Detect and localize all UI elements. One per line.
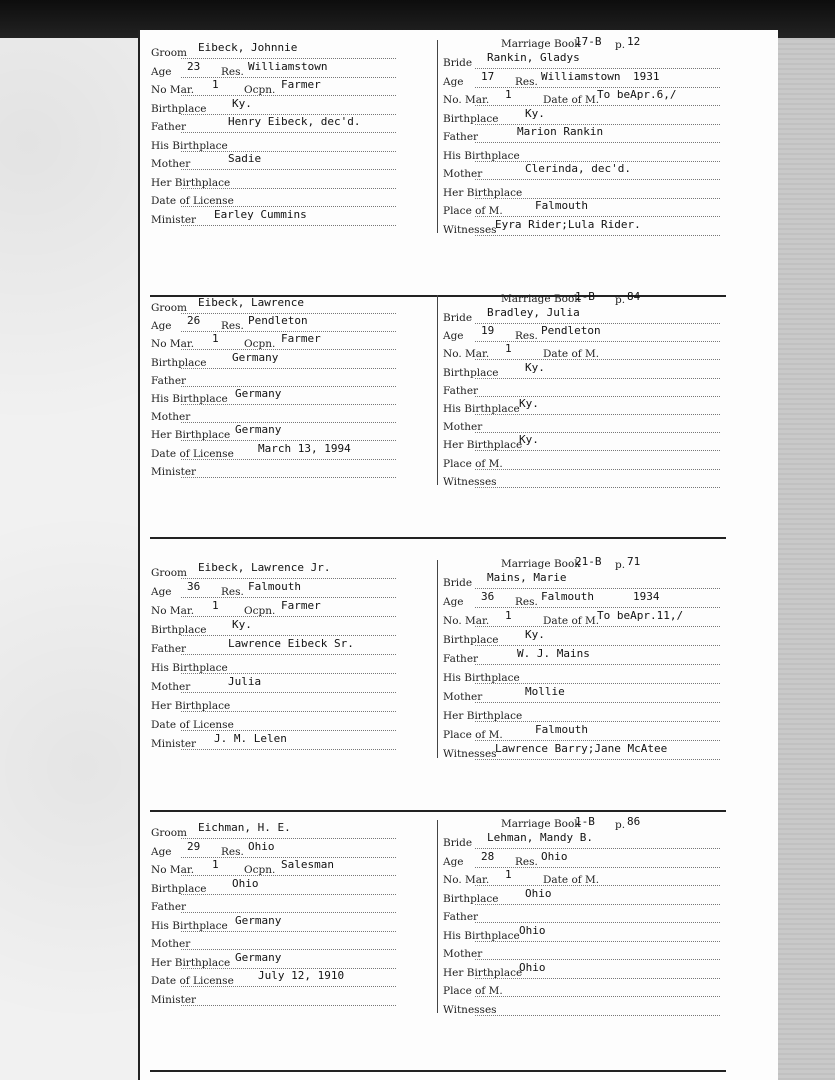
record-3-bride-no-mar-label: No. Mar. (443, 615, 490, 627)
record-2-bride-his-birthplace-label: His Birthplace (443, 403, 520, 415)
record-2-groom-name-label: Groom (151, 302, 188, 314)
record-2-groom-birthplace-value: Germany (232, 350, 279, 364)
record-4-groom-birthplace-label: Birthplace (151, 882, 207, 895)
record-3-bride-res-label: Res. (515, 596, 538, 608)
record-2-bride-birthplace-label: Birthplace (443, 366, 499, 379)
record-2-bride-father-rule (475, 396, 720, 397)
record-1-groom-minister-rule (181, 225, 396, 226)
record-2-groom-res-label: Res. (221, 320, 244, 333)
record-2-groom-minister-rule (181, 477, 396, 478)
record-3-groom-birthplace-label: Birthplace (151, 624, 207, 636)
record-3-groom-name-rule (181, 578, 396, 579)
record-2-bride-no-mar-value: 1 (505, 342, 512, 356)
record-3-bride-witnesses-label: Witnesses (443, 748, 497, 760)
record-3-bride-date-of-m-label: Date of M. (543, 615, 600, 627)
record-3-bride-father-value: W. J. Mains (517, 647, 590, 660)
record-1-groom-date-of-license-label: Date of License (151, 195, 234, 207)
record-1-marriage-book-label: Marriage Book (501, 38, 581, 50)
record-2-book-value: 1-B (575, 290, 595, 303)
record-2-bride-witnesses-label: Witnesses (443, 475, 497, 488)
record-4-bride-witnesses-rule (475, 1015, 720, 1016)
record-3-bride-mother-label: Mother (443, 691, 483, 703)
record-4-bride-res-label: Res. (515, 855, 538, 868)
record-3-bride-mother-rule (475, 702, 720, 703)
record-4-groom-date-of-license-value: July 12, 1910 (258, 969, 345, 982)
record-4-groom-father-label: Father (151, 901, 187, 913)
record-4-groom-age-value: 29 (187, 839, 201, 853)
record-4-groom-mother-rule (181, 949, 396, 950)
record-3-bride-birthplace-rule (475, 645, 720, 646)
record-3-bride-his-birthplace-label: His Birthplace (443, 672, 520, 684)
record-2-groom-birthplace-label: Birthplace (151, 356, 207, 369)
record-1-groom-age-label: Age (151, 65, 172, 78)
record-2-bride-place-of-m-rule (475, 469, 720, 470)
record-3-groom-no-mar-label: No Mar. (151, 605, 195, 617)
record-4-bride-birthplace-value: Ohio (525, 886, 552, 900)
record-4-groom-minister-rule (181, 1005, 396, 1006)
record-1-bride-her-birthplace-label: Her Birthplace (443, 186, 523, 199)
record-3-groom-name-label: Groom (151, 567, 188, 579)
record-2-bride-place-of-m-label: Place of M. (443, 457, 503, 470)
record-4-bride-his-birthplace-rule (475, 941, 720, 942)
record-3-bride-name-rule (475, 588, 720, 589)
record-4-bride-name-value: Lehman, Mandy B. (487, 831, 593, 844)
record-1-bride-witnesses-value: Eyra Rider;Lula Rider. (495, 217, 641, 231)
record-3-bride-birthplace-label: Birthplace (443, 634, 499, 646)
record-1-groom-mother-rule (181, 169, 396, 170)
record-4-bride-mother-label: Mother (443, 948, 483, 960)
record-4-bride-father-rule (475, 922, 720, 923)
record-1-bride-year-value: 1931 (633, 69, 660, 83)
scan-right-margin (773, 38, 835, 1080)
record-4-groom-name-label: Groom (151, 827, 188, 839)
record-4-bride-mother-rule (475, 959, 720, 960)
record-4-bride-her-birthplace-rule (475, 978, 720, 979)
scan-left-margin (0, 38, 140, 1080)
record-1-groom-name-value: Eibeck, Johnnie (198, 41, 298, 54)
record-3-groom-mother-value: Julia (228, 675, 262, 688)
page-bottom-divider (150, 1070, 726, 1072)
record-3-groom-her-birthplace-label: Her Birthplace (151, 700, 231, 712)
record-3-bride-res-value: Falmouth (541, 590, 594, 603)
record-3-bride-witnesses-rule (475, 759, 720, 760)
record-1-bride-his-birthplace-label: His Birthplace (443, 149, 520, 162)
record-1-groom-ocpn-value: Farmer (281, 78, 321, 91)
record-1-groom-mother-value: Sadie (228, 152, 262, 165)
record-3-bride-place-of-m-value: Falmouth (535, 723, 588, 736)
record-1-bride-father-rule (475, 142, 720, 143)
record-2-bride-mother-label: Mother (443, 421, 483, 434)
record-2-groom-date-of-license-label: Date of License (151, 447, 234, 460)
record-3-page-value: 71 (627, 555, 641, 568)
record-2-bride-age-rule (475, 341, 720, 342)
record-2-bride-name-label: Bride (443, 312, 473, 324)
record-4-groom-ocpn-field (244, 863, 284, 877)
record-1-bride-father-label: Father (443, 131, 479, 143)
record-1-bride-age-value: 17 (481, 69, 495, 83)
record-4-bride-res-value: Ohio (541, 849, 568, 863)
record-3-groom-minister-rule (181, 749, 396, 750)
record-4-groom-his-birthplace-rule (181, 931, 396, 932)
record-4-bride-her-birthplace-value: Ohio (519, 960, 546, 974)
record-1-groom-his-birthplace-label: His Birthplace (151, 139, 228, 152)
record-3-bride-witnesses-value: Lawrence Barry;Jane McAtee (495, 742, 668, 755)
record-3-bride-father-label: Father (443, 653, 479, 665)
record-4-groom-her-birthplace-label: Her Birthplace (151, 956, 231, 969)
record-3-groom-minister-value: J. M. Lelen (214, 732, 287, 745)
record-2-bride-her-birthplace-value: Ky. (519, 433, 539, 447)
record-4-column-separator (437, 820, 438, 1013)
record-4-bride-no-mar-value: 1 (505, 868, 512, 881)
record-3-groom-name-value: Eibeck, Lawrence Jr. (198, 561, 331, 574)
record-2-groom-minister-label: Minister (151, 465, 197, 478)
record-3-groom-father-label: Father (151, 643, 187, 655)
record-2-bride-his-birthplace-value: Ky. (519, 397, 539, 410)
record-2-bride-name-value: Bradley, Julia (487, 306, 580, 319)
record-3-bride-age-rule (475, 607, 720, 608)
record-3-groom-birthplace-value: Ky. (232, 618, 252, 631)
record-4-bride-no-mar-label: No. Mar. (443, 874, 490, 886)
record-1-groom-res-value: Williamstown (248, 59, 328, 73)
record-1-bride-name-value: Rankin, Gladys (487, 51, 580, 64)
record-3-bride-birthplace-value: Ky. (525, 628, 545, 641)
record-3-groom-age-value: 36 (187, 580, 201, 593)
record-4-groom-birthplace-rule (181, 894, 396, 895)
record-4-bride-name-rule (475, 848, 720, 849)
record-4-groom-father-rule (181, 912, 396, 913)
record-1-bride-mother-label: Mother (443, 168, 483, 180)
record-3-groom-ocpn-field (244, 604, 284, 618)
record-2-bride-father-label: Father (443, 384, 479, 397)
record-1-bride-place-of-m-label: Place of M. (443, 205, 503, 217)
record-4-bride-birthplace-rule (475, 904, 720, 905)
record-2-groom-his-birthplace-value: Germany (235, 387, 282, 400)
record-1-groom-age-value: 23 (187, 59, 201, 73)
record-2-bride-his-birthplace-rule (475, 414, 720, 415)
record-4-bride-age-rule (475, 867, 720, 868)
record-2-groom-father-rule (181, 386, 396, 387)
record-2-groom-mother-label: Mother (151, 411, 191, 424)
record-2-groom-her-birthplace-label: Her Birthplace (151, 429, 231, 442)
record-2-groom-mother-rule (181, 422, 396, 423)
record-3-bride-no-mar-value: 1 (505, 609, 512, 622)
record-2-marriage-book-label: Marriage Book (501, 293, 581, 305)
record-2-groom-her-birthplace-value: Germany (235, 423, 282, 437)
record-1-groom-ocpn-field (244, 83, 284, 97)
record-2-bride-age-label: Age (443, 330, 464, 343)
record-2-bride-no-mar-label: No. Mar. (443, 348, 490, 361)
record-2-groom-his-birthplace-label: His Birthplace (151, 393, 228, 405)
record-3-groom-his-birthplace-label: His Birthplace (151, 662, 228, 674)
record-1-bride-no-mar-label: No. Mar. (443, 94, 490, 106)
record-3-bride-her-birthplace-rule (475, 721, 720, 722)
record-2-groom-res-value: Pendleton (248, 314, 308, 328)
record-4-groom-age-label: Age (151, 845, 172, 858)
record-2-groom-no-mar-value: 1 (212, 332, 219, 346)
record-4-groom-res-label: Res. (221, 845, 244, 858)
record-4-groom-no-mar-label: No Mar. (151, 864, 195, 876)
record-1-page-value: 12 (627, 35, 641, 48)
record-2-groom-ocpn-value: Farmer (281, 332, 321, 346)
record-3-bride-place-of-m-label: Place of M. (443, 729, 503, 741)
record-1-book-value: 17-B (575, 35, 602, 48)
record-2-groom-birthplace-rule (181, 368, 396, 369)
record-3-marriage-book-label: Marriage Book (501, 558, 581, 570)
record-4-groom-no-mar-value: 1 (212, 858, 219, 871)
record-1-bride-father-value: Marion Rankin (517, 125, 604, 138)
record-3-groom-res-value: Falmouth (248, 580, 301, 593)
record-3-groom-ocpn-value: Farmer (281, 599, 321, 612)
record-1-groom-his-birthplace-rule (181, 151, 396, 152)
record-1-bride-no-mar-value: 1 (505, 88, 512, 101)
record-1-bride-witnesses-rule (475, 235, 720, 236)
record-1-bride-mother-value: Clerinda, dec'd. (525, 162, 631, 175)
record-2-groom-age-value: 26 (187, 314, 201, 328)
record-1-groom-birthplace-label: Birthplace (151, 102, 207, 115)
record-1-groom-no-mar-value: 1 (212, 78, 219, 91)
record-2-page-label: p. (615, 294, 626, 306)
record-3-groom-mother-label: Mother (151, 681, 191, 693)
record-4-groom-minister-label: Minister (151, 993, 197, 1006)
record-1-bride-res-label: Res. (515, 75, 538, 88)
record-1-bride-mother-rule (475, 179, 720, 180)
record-3-bride-father-rule (475, 664, 720, 665)
record-2-groom-father-label: Father (151, 374, 187, 387)
record-2-page-value: 84 (627, 290, 641, 303)
record-1-groom-father-label: Father (151, 121, 187, 133)
record-4-groom-res-value: Ohio (248, 839, 275, 853)
record-1-groom-birthplace-value: Ky. (232, 96, 252, 110)
record-3-bride-year-value: 1934 (633, 590, 660, 603)
record-3-bride-age-value: 36 (481, 590, 495, 603)
record-4-groom-date-of-license-rule (181, 986, 396, 987)
record-2-column-separator (437, 295, 438, 485)
record-3-bride-name-value: Mains, Marie (487, 571, 567, 584)
record-3-bride-mother-value: Mollie (525, 685, 565, 698)
record-3-book-value: 21-B (575, 555, 602, 568)
record-4-groom-his-birthplace-value: Germany (235, 913, 282, 927)
record-1-groom-no-mar-label: No Mar. (151, 84, 195, 96)
record-2-groom-no-mar-label: No Mar. (151, 338, 195, 351)
record-1-groom-father-rule (181, 132, 396, 133)
record-4-bride-his-birthplace-value: Ohio (519, 923, 546, 937)
record-3-groom-age-rule (181, 597, 396, 598)
record-3-groom-no-mar-rule (181, 616, 396, 617)
record-1-groom-ocpn-label: Ocpn. (244, 84, 276, 96)
record-4-groom-name-rule (181, 838, 396, 839)
record-1-bride-birthplace-value: Ky. (525, 106, 545, 120)
record-3-groom-his-birthplace-rule (181, 673, 396, 674)
record-2-groom-name-value: Eibeck, Lawrence (198, 296, 304, 309)
record-3-column-separator (437, 560, 438, 758)
record-3-groom-birthplace-rule (181, 635, 396, 636)
record-2-bride-birthplace-value: Ky. (525, 360, 545, 374)
record-3-groom-res-label: Res. (221, 586, 244, 598)
record-1-groom-no-mar-rule (181, 95, 396, 96)
record-3-groom-mother-rule (181, 692, 396, 693)
record-2-bride-age-value: 19 (481, 324, 495, 338)
record-4-bride-age-value: 28 (481, 849, 495, 863)
record-2-bride-date-of-m-label: Date of M. (543, 348, 600, 361)
record-4-groom-ocpn-label: Ocpn. (244, 864, 276, 876)
record-2-groom-date-of-license-rule (181, 459, 396, 460)
record-2-groom-ocpn-label: Ocpn. (244, 338, 276, 351)
record-2-bride-mother-rule (475, 432, 720, 433)
record-1-bride-date-of-m-field (543, 93, 603, 107)
record-1-bride-witnesses-label: Witnesses (443, 223, 497, 236)
record-1-groom-mother-label: Mother (151, 158, 191, 170)
record-2-bride-date-of-m-field (543, 347, 603, 361)
record-2-bride-birthplace-rule (475, 378, 720, 379)
record-3-bride-date-of-m-field (543, 614, 603, 628)
record-1-bride-name-label: Bride (443, 57, 473, 69)
record-3-bride-his-birthplace-rule (475, 683, 720, 684)
record-1-bride-res-value: Williamstown (541, 69, 621, 83)
record-1-column-separator (437, 40, 438, 233)
record-4-groom-no-mar-rule (181, 875, 396, 876)
record-2-bottom-divider (150, 537, 726, 539)
record-1-groom-minister-label: Minister (151, 213, 197, 226)
record-2-bride-her-birthplace-label: Her Birthplace (443, 439, 523, 452)
record-3-groom-minister-label: Minister (151, 738, 197, 750)
record-2-groom-his-birthplace-rule (181, 404, 396, 405)
record-1-bride-place-of-m-value: Falmouth (535, 199, 588, 212)
record-3-groom-age-label: Age (151, 586, 172, 598)
record-1-groom-name-label: Groom (151, 47, 188, 59)
record-4-bride-place-of-m-label: Place of M. (443, 985, 503, 997)
record-4-page-label: p. (615, 819, 626, 831)
record-1-groom-her-birthplace-rule (181, 188, 396, 189)
record-2-bride-witnesses-rule (475, 487, 720, 488)
record-2-groom-ocpn-field (244, 337, 284, 351)
record-4-groom-date-of-license-label: Date of License (151, 975, 234, 987)
record-3-bride-name-label: Bride (443, 577, 473, 589)
record-3-groom-her-birthplace-rule (181, 711, 396, 712)
record-4-groom-birthplace-value: Ohio (232, 876, 259, 890)
record-4-bride-birthplace-label: Birthplace (443, 892, 499, 905)
record-4-bride-age-label: Age (443, 855, 464, 868)
record-4-groom-ocpn-value: Salesman (281, 858, 334, 871)
record-2-groom-no-mar-rule (181, 349, 396, 350)
record-4-marriage-book-label: Marriage Book (501, 818, 581, 830)
record-4-groom-his-birthplace-label: His Birthplace (151, 919, 228, 932)
record-3-groom-date-of-license-rule (181, 730, 396, 731)
record-3-groom-date-of-license-label: Date of License (151, 719, 234, 731)
record-3-groom-father-rule (181, 654, 396, 655)
record-3-bride-place-of-m-rule (475, 740, 720, 741)
record-4-groom-her-birthplace-value: Germany (235, 950, 282, 964)
record-4-book-value: 1-B (575, 815, 595, 828)
record-4-bride-father-label: Father (443, 911, 479, 923)
record-3-groom-father-value: Lawrence Eibeck Sr. (228, 637, 354, 650)
record-2-groom-age-label: Age (151, 320, 172, 333)
record-4-bride-witnesses-label: Witnesses (443, 1003, 497, 1016)
record-4-bride-her-birthplace-label: Her Birthplace (443, 966, 523, 979)
record-2-bride-res-label: Res. (515, 330, 538, 343)
record-3-bottom-divider (150, 810, 726, 812)
record-1-bride-date-of-m-value: To beApr.6,/ (597, 88, 677, 101)
record-4-bride-name-label: Bride (443, 837, 473, 849)
record-2-groom-date-of-license-value: March 13, 1994 (258, 441, 351, 455)
record-3-bride-her-birthplace-label: Her Birthplace (443, 710, 523, 722)
record-4-bride-place-of-m-rule (475, 996, 720, 997)
record-4-bride-his-birthplace-label: His Birthplace (443, 929, 520, 942)
record-4-page-value: 86 (627, 815, 641, 828)
record-3-groom-no-mar-value: 1 (212, 599, 219, 612)
record-4-groom-mother-label: Mother (151, 938, 191, 950)
record-4-groom-name-value: Eichman, H. E. (198, 821, 291, 834)
record-2-bride-her-birthplace-rule (475, 450, 720, 451)
record-2-bride-res-value: Pendleton (541, 324, 601, 338)
record-1-bride-birthplace-label: Birthplace (443, 112, 499, 125)
record-1-page-label: p. (615, 39, 626, 51)
record-4-bride-date-of-m-field (543, 873, 603, 887)
record-1-groom-her-birthplace-label: Her Birthplace (151, 176, 231, 189)
record-3-bride-date-of-m-value: To beApr.11,/ (597, 609, 684, 622)
record-3-groom-ocpn-label: Ocpn. (244, 605, 276, 617)
record-1-groom-father-value: Henry Eibeck, dec'd. (228, 115, 361, 128)
record-4-bride-date-of-m-label: Date of M. (543, 874, 600, 886)
record-3-page-label: p. (615, 559, 626, 571)
record-1-groom-minister-value: Earley Cummins (214, 207, 307, 221)
record-1-bride-date-of-m-label: Date of M. (543, 94, 600, 106)
record-1-groom-res-label: Res. (221, 65, 244, 78)
record-3-bride-age-label: Age (443, 596, 464, 608)
record-1-bride-age-label: Age (443, 75, 464, 88)
record-1-bride-her-birthplace-rule (475, 198, 720, 199)
